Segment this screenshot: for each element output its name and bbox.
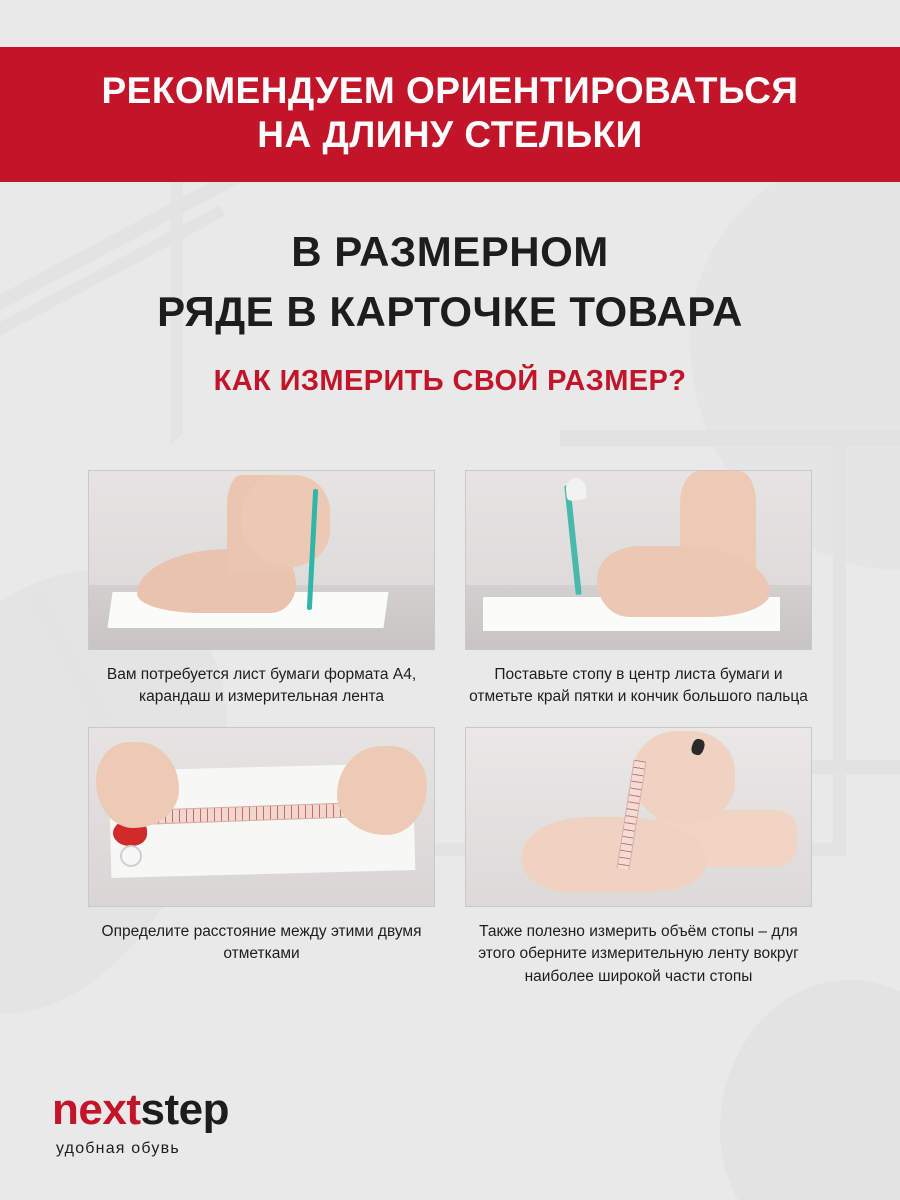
hand-left-shape bbox=[96, 742, 179, 827]
banner-line-1: РЕКОМЕНДУЕМ ОРИЕНТИРОВАТЬСЯ bbox=[101, 70, 799, 111]
foot-shape bbox=[521, 817, 707, 892]
step-caption: Поставьте стопу в центр листа бумаги и отметьте край пятки и кончик большого пальца bbox=[469, 666, 808, 706]
headline-block bbox=[0, 222, 900, 398]
step-item-1 bbox=[88, 470, 435, 709]
banner-line-2: НА ДЛИНУ СТЕЛЬКИ bbox=[257, 113, 643, 155]
hand-shape bbox=[632, 731, 736, 824]
step-item-3 bbox=[88, 727, 435, 988]
headline-line-2: РЯДЕ В КАРТОЧКЕ ТОВАРА bbox=[157, 287, 743, 335]
photo-measuring-foot-girth bbox=[465, 727, 812, 907]
brand-logo-first: next bbox=[52, 1085, 141, 1134]
brand-footer bbox=[52, 1085, 229, 1158]
steps-grid bbox=[0, 470, 900, 988]
step-item-2 bbox=[465, 470, 812, 709]
brand-logo bbox=[52, 1085, 229, 1134]
step-caption: Также полезно измерить объём стопы – для этого оберните измерительную ленту вокруг наиболее широкой части стопы bbox=[478, 922, 799, 985]
step-caption: Определите расстояние между этими двумя отметками bbox=[101, 922, 422, 963]
step-item-4 bbox=[465, 727, 812, 988]
headline-subtitle: КАК ИЗМЕРИТЬ СВОЙ РАЗМЕР? bbox=[213, 365, 687, 398]
brand-logo-second: step bbox=[140, 1085, 229, 1134]
photo-tape-measure-on-paper bbox=[88, 727, 435, 907]
recommendation-banner bbox=[0, 47, 900, 182]
headline-line-1: В РАЗМЕРНОМ bbox=[291, 228, 609, 275]
photo-paper-pencil-foot bbox=[88, 470, 435, 650]
hand-right-shape bbox=[337, 746, 427, 835]
brand-tagline: удобная обувь bbox=[56, 1140, 180, 1157]
photo-foot-on-paper-marking bbox=[465, 470, 812, 650]
step-caption: Вам потребуется лист бумаги формата А4, карандаш и измерительная лента bbox=[106, 666, 417, 706]
